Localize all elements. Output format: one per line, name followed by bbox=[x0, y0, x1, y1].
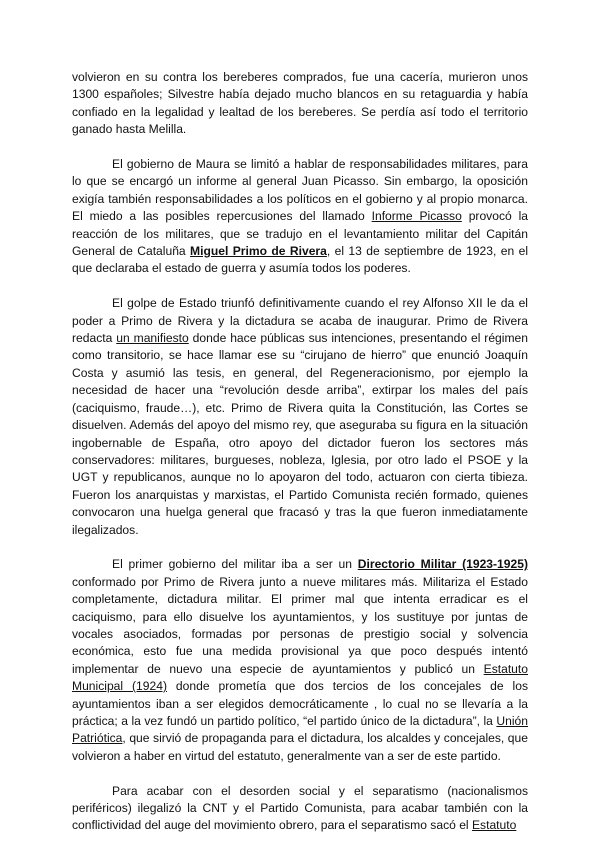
paragraph-3-text-a: El golpe de Estado triunfó definitivamente cuando el rey Alfonso XII le da el poder a Primo de Rivera y la dictadura se acaba de inaugurar. Primo de Rivera redacta bbox=[72, 296, 528, 346]
directorio-militar-link[interactable]: Directorio Militar (1923-1925) bbox=[357, 557, 528, 572]
informe-picasso-link[interactable]: Informe Picasso bbox=[371, 209, 462, 224]
paragraph-4-text-b: conformado por Primo de Rivera junto a nueve militares más. Militariza el Estado completamente, dictadura militar. El primer mal que intenta erradicar es el caciquismo, para ello disuelve los ayuntamientos, y los sustituye por juntas de vocales asociados, formadas por personas de prestigio social y solvencia económica, esto fue una medida provisional ya que poco después intentó implementar de nuevo una especie de ayuntamientos y publicó un bbox=[72, 574, 528, 676]
paragraph-3-text-b: donde hace públicas sus intenciones, presentando el régimen como transitorio, se hace llamar ese su “cirujano de hierro” que enunció Joaquín Costa y asumió las tesis, en general, del Regeneracionismo, por ejemplo la necesidad de hacer una “revolución desde arriba”, extirpar los males del país (caciquismo, fraude…), etc. Primo de Rivera quita la Constitución, las Cortes se disuelven. Además del apoyo del mismo rey, que aseguraba su figura en la situación ingobernable de España, otro apoyo del dictador fueron los sectores más conservadores: militares, burgueses, nobleza, Iglesia, por otro lado el PSOE y la UGT y republicanos, aunque no lo apoyaron del todo, actuaron con cierta tibieza. Fueron los anarquistas y marxistas, el Partido Comunista recién formado, quienes convocaron una huelga general que fracasó y tras la que fueron inmediatamente ilegalizados. bbox=[72, 331, 528, 537]
manifiesto-link[interactable]: un manifiesto bbox=[116, 331, 189, 346]
paragraph-2-text-c: , el 13 de septiembre de 1923, en el que declaraba el estado de guerra y asumía todos los poderes. bbox=[72, 244, 529, 276]
paragraph-1 bbox=[72, 69, 528, 139]
paragraph-4 bbox=[72, 556, 528, 765]
primo-de-rivera-link[interactable]: Miguel Primo de Rivera bbox=[190, 244, 327, 259]
paragraph-5 bbox=[72, 783, 528, 835]
paragraph-3 bbox=[72, 295, 528, 539]
document-body bbox=[72, 69, 528, 835]
paragraph-2 bbox=[72, 156, 528, 278]
paragraph-2-text-a: El gobierno de Maura se limitó a hablar de responsabilidades militares, para lo que se encargó un informe al general Juan Picasso. Sin embargo, la oposición exigía también responsabilidades a los políticos en el gobierno y al propio monarca. El miedo a las posibles repercusiones del llamado bbox=[72, 157, 528, 224]
paragraph-2-text-b: provocó la reacción de los militares, que se tradujo en el levantamiento militar del Capitán General de Cataluña bbox=[72, 209, 528, 259]
estatuto-link[interactable]: Estatuto bbox=[471, 818, 517, 833]
estatuto-municipal-link[interactable]: Estatuto Municipal (1924) bbox=[72, 661, 528, 694]
paragraph-4-text-d: , que sirvió de propaganda para el dictadura, los alcaldes y concejales, que volvieron a haber en virtud del estatuto, generalmente van a ser de este partido. bbox=[72, 731, 528, 763]
paragraph-1-text: volvieron en su contra los bereberes comprados, fue una cacería, murieron unos 1300 españoles; Silvestre había dejado mucho blancos en su retaguardia y había confiado en la legalidad y lealtad de los bereberes. Se perdía así todo el territorio ganado hasta Melilla. bbox=[72, 70, 528, 137]
union-patriotica-link[interactable]: Unión Patriótica bbox=[72, 713, 528, 746]
paragraph-5-text-a: Para acabar con el desorden social y el separatismo (nacionalismos periféricos) ilegalizó la CNT y el Partido Comunista, para acabar también con la conflictividad del auge del movimiento obrero, para el separatismo sacó el bbox=[72, 783, 528, 833]
paragraph-4-text-a: El primer gobierno del militar iba a ser un bbox=[112, 557, 358, 572]
paragraph-4-text-c: donde prometía que dos tercios de los concejales de los ayuntamientos iban a ser elegidos democráticamente , lo cual no se llevaría a la práctica; a la vez fundó un partido político, “el partido único de la dictadura”, la bbox=[72, 679, 528, 728]
